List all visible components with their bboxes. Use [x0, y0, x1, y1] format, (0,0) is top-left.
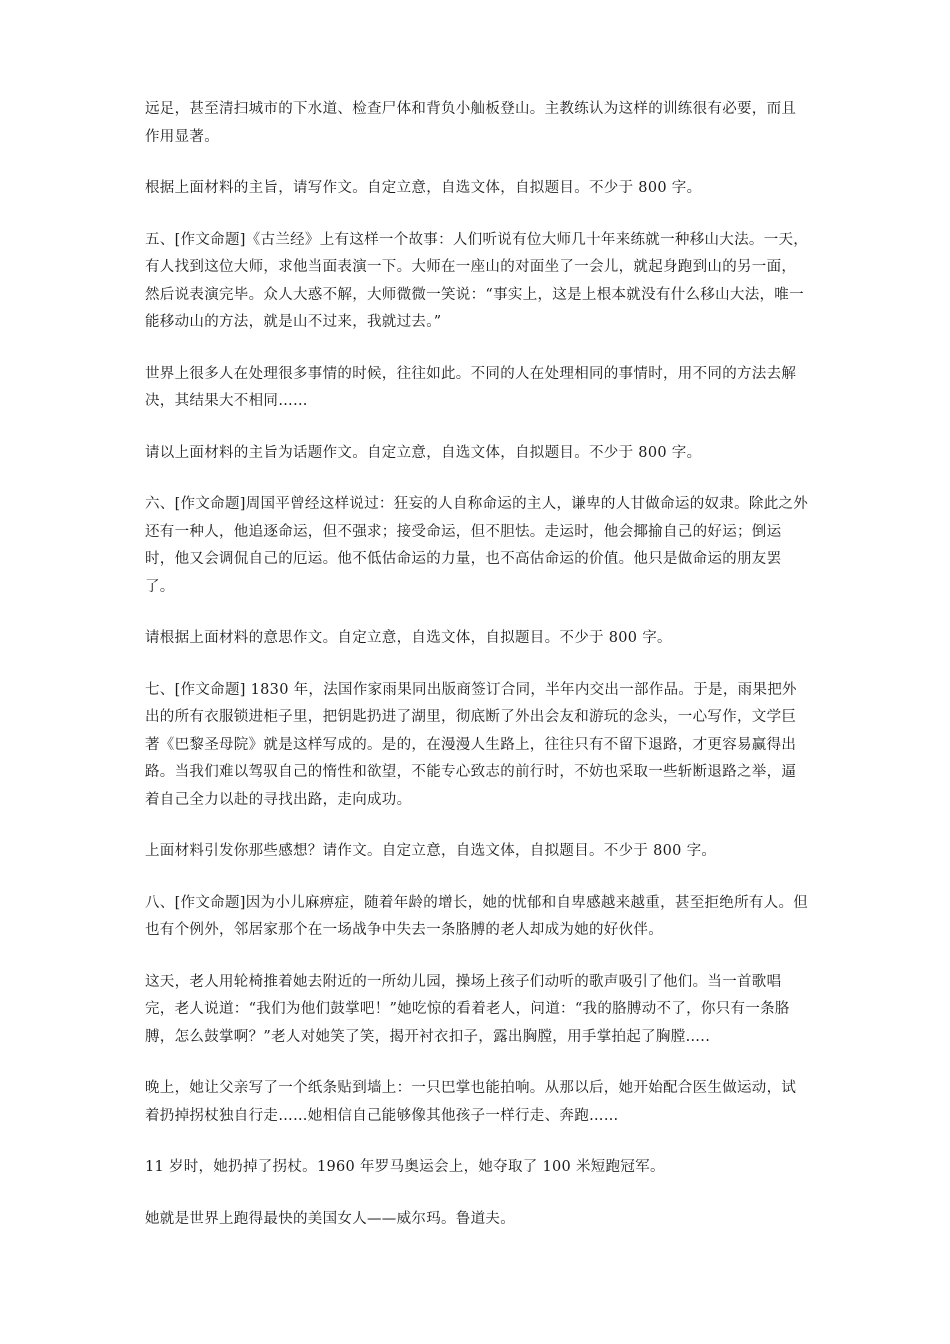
paragraph: 远足，甚至清扫城市的下水道、检查尸体和背负小舢板登山。主教练认为这样的训练很有必要，而且作用显著。: [145, 101, 797, 145]
paragraph: 她就是世界上跑得最快的美国女人——威尔玛。鲁道夫。: [145, 1210, 515, 1227]
paragraph: 11 岁时，她扔掉了拐杖。1960 年罗马奥运会上，她夺取了 100 米短跑冠军。: [145, 1159, 665, 1175]
paragraph: 上面材料引发你那些感想？请作文。自定立意，自选文体，自拟题目。不少于 800 字。: [145, 843, 717, 859]
paragraph: 请以上面材料的主旨为话题作文。自定立意，自选文体，自拟题目。不少于 800 字。: [145, 444, 702, 461]
paragraph: 五、[作文命题]《古兰经》上有这样一个故事：人们听说有位大师几十年来练就一种移山大法。一天，有人找到这位大师，求他当面表演一下。大师在一座山的对面坐了一会儿，就起身跑到山的另一面，然后说表演完毕。众人大惑不解，大师微微一笑说：“事实上，这是上根本就没有什么移山大法，唯一能移动山的方法，就是山不过来，我就过去。”: [145, 231, 809, 330]
document-body: [145, 96, 810, 1257]
paragraph: 八、[作文命题]因为小儿麻痹症，随着年龄的增长，她的忧郁和自卑感越来越重，甚至拒绝所有人。但也有个例外，邻居家那个在一场战争中失去一条胳膊的老人却成为她的好伙伴。: [145, 894, 809, 938]
paragraph: 请根据上面材料的意思作文。自定立意，自选文体，自拟题目。不少于 800 字。: [145, 630, 672, 646]
paragraph: 世界上很多人在处理很多事情的时候，往往如此。不同的人在处理相同的事情时，用不同的方法去解决，其结果大不相同……: [145, 365, 797, 409]
paragraph: 根据上面材料的主旨，请写作文。自定立意，自选文体，自拟题目。不少于 800 字。: [145, 180, 702, 196]
paragraph: 晚上，她让父亲写了一个纸条贴到墙上：一只巴掌也能拍响。从那以后，她开始配合医生做运动，试着扔掉拐杖独自行走……她相信自己能够像其他孩子一样行走、奔跑……: [145, 1080, 797, 1124]
paragraph: 这天，老人用轮椅推着她去附近的一所幼儿园，操场上孩子们动听的歌声吸引了他们。当一首歌唱完，老人说道：“我们为他们鼓掌吧！”她吃惊的看着老人，问道：“我的胳膊动不了，你只有一条胳膊，怎么鼓掌啊？”老人对她笑了笑，揭开衬衣扣子，露出胸膛，用手掌拍起了胸膛…..: [145, 973, 790, 1045]
paragraph: 七、[作文命题] 1830 年，法国作家雨果同出版商签订合同，半年内交出一部作品。于是，雨果把外出的所有衣服锁进柜子里，把钥匙扔进了湖里，彻底断了外出会友和游玩的念头，一心写作，文学巨著《巴黎圣母院》就是这样写成的。是的，在漫漫人生路上，往往只有不留下退路，才更容易赢得出路。当我们难以驾驭自己的惰性和欲望，不能专心致志的前行时，不妨也采取一些斩断退路之举，逼着自己全力以赴的寻找出路，走向成功。: [145, 681, 797, 808]
paragraph: 六、[作文命题]周国平曾经这样说过：狂妄的人自称命运的主人，谦卑的人甘做命运的奴隶。除此之外还有一种人，他追逐命运，但不强求；接受命运，但不胆怯。走运时，他会揶揄自己的好运；倒运时，他又会调侃自己的厄运。他不低估命运的力量，也不高估命运的价值。他只是做命运的朋友罢了。: [145, 496, 809, 595]
